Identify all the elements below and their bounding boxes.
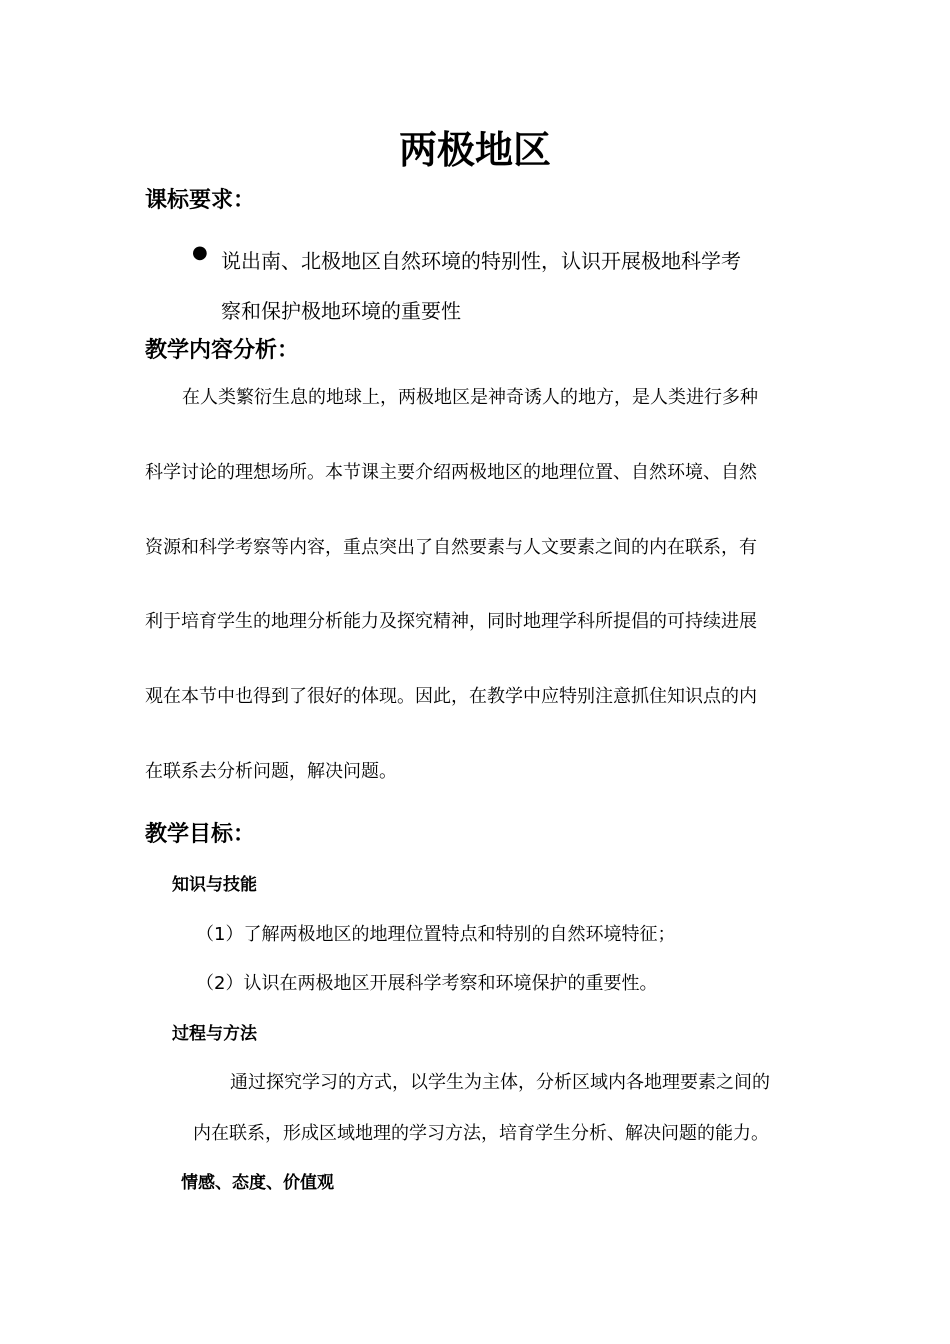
curriculum-bullet-line2: 察和保护极地环境的重要性 bbox=[221, 299, 461, 323]
curriculum-bullet bbox=[221, 236, 821, 336]
curriculum-bullet-line1: 说出南、北极地区自然环境的特别性，认识开展极地科学考 bbox=[221, 249, 741, 273]
analysis-line: 资源和科学考察等内容，重点突出了自然要素与人文要素之间的内在联系，有 bbox=[145, 537, 757, 558]
analysis-line: 在人类繁衍生息的地球上，两极地区是神奇诱人的地方，是人类进行多种 bbox=[182, 387, 758, 408]
document-title: 两极地区 bbox=[398, 128, 551, 172]
process-line1: 通过探究学习的方式，以学生为主体，分析区域内各地理要素之间的 bbox=[230, 1072, 770, 1093]
analysis-heading: 教学内容分析： bbox=[145, 338, 300, 363]
emotion-heading: 情感、态度、价值观 bbox=[181, 1173, 334, 1193]
analysis-line: 科学讨论的理想场所。本节课主要介绍两极地区的地理位置、自然环境、自然 bbox=[145, 462, 757, 483]
knowledge-heading: 知识与技能 bbox=[172, 875, 257, 895]
bullet-icon: ● bbox=[192, 242, 208, 263]
analysis-line: 利于培育学生的地理分析能力及探究精神，同时地理学科所提倡的可持续进展 bbox=[145, 611, 757, 632]
analysis-line: 在联系去分析问题，解决问题。 bbox=[145, 761, 397, 782]
process-heading: 过程与方法 bbox=[172, 1024, 257, 1044]
knowledge-item: （1）了解两极地区的地理位置特点和特别的自然环境特征； bbox=[196, 924, 676, 945]
knowledge-item: （2）认识在两极地区开展科学考察和环境保护的重要性。 bbox=[196, 973, 658, 994]
analysis-line: 观在本节中也得到了很好的体现。因此，在教学中应特别注意抓住知识点的内 bbox=[145, 686, 757, 707]
curriculum-heading: 课标要求： bbox=[145, 188, 256, 213]
objectives-heading: 教学目标： bbox=[145, 822, 256, 847]
process-line2: 内在联系，形成区域地理的学习方法，培育学生分析、解决问题的能力。 bbox=[193, 1123, 769, 1144]
